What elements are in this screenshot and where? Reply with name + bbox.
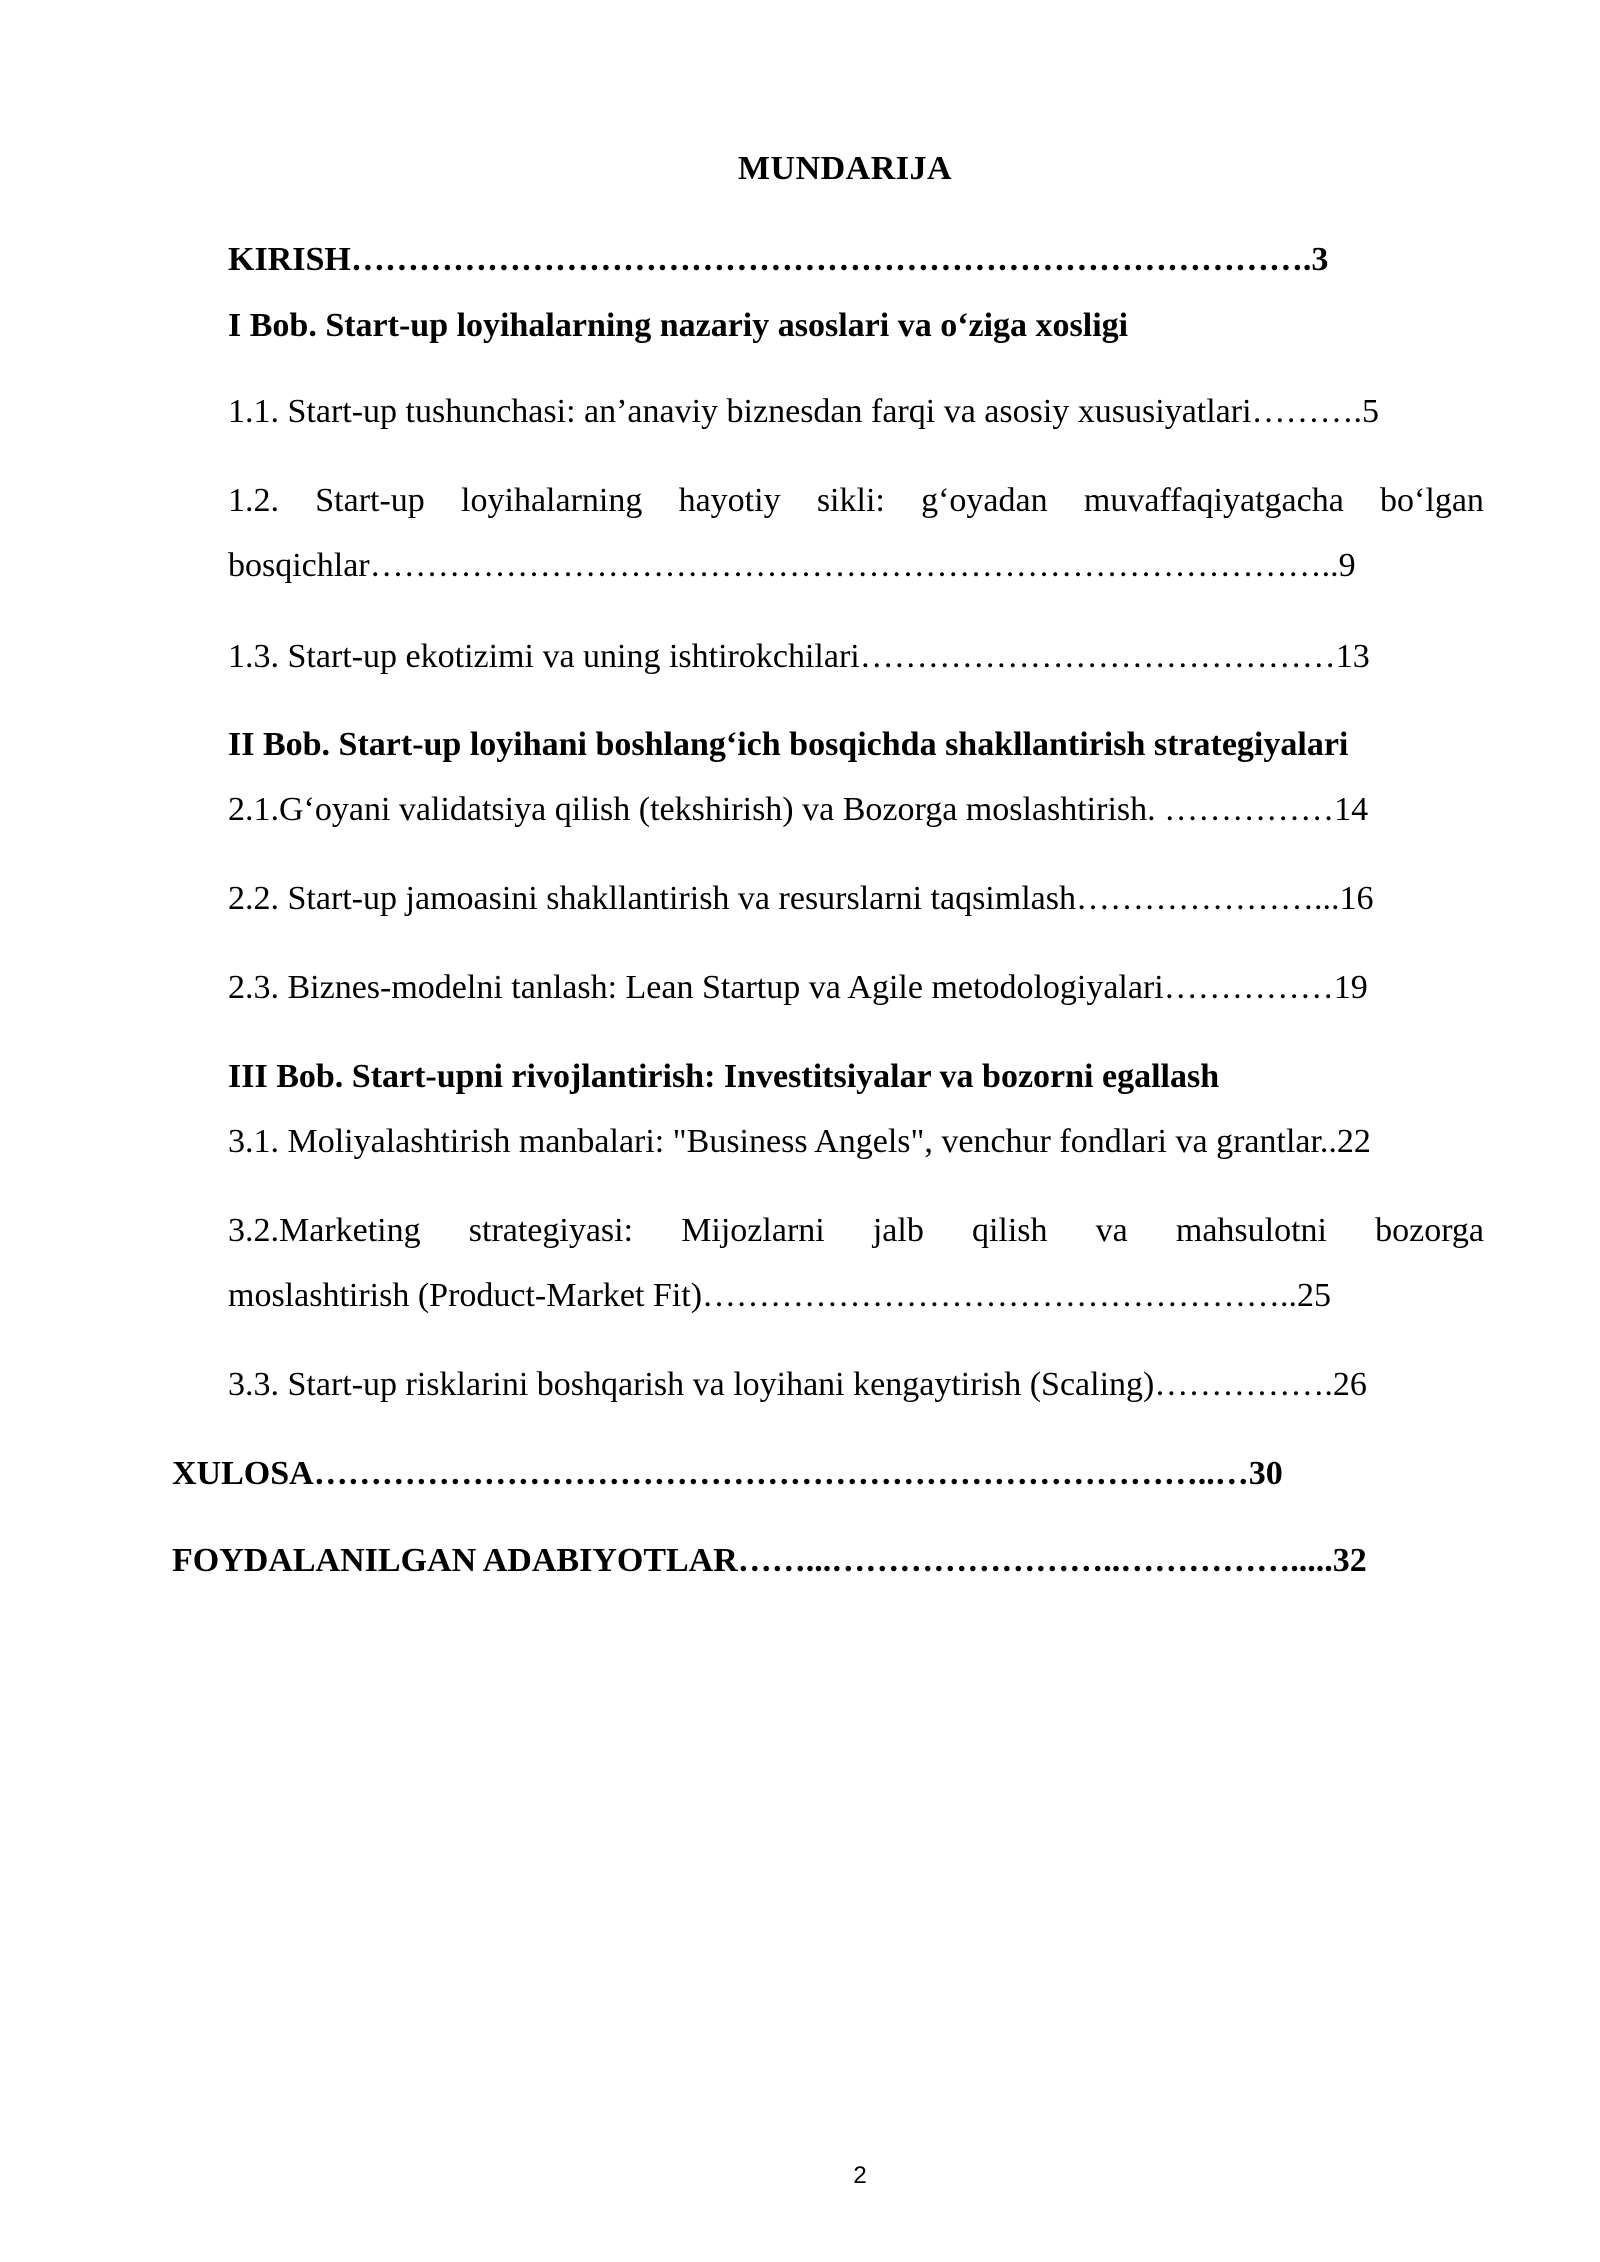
page-title: MUNDARIJA bbox=[737, 150, 953, 187]
toc-entry-adabiyotlar: FOYDALANILGAN ADABIYOTLAR……...……………………..…………….....32 bbox=[172, 1542, 1367, 1579]
toc-entry-2-1: 2.1.Gʻoyani validatsiya qilish (tekshirish) va Bozorga moslashtirish. ……………14 bbox=[228, 791, 1369, 828]
word: mahsulotni bbox=[1175, 1212, 1327, 1249]
word: strategiyasi: bbox=[468, 1212, 634, 1249]
word: Mijozlarni bbox=[681, 1212, 825, 1249]
word: loyihalarning bbox=[461, 482, 643, 519]
toc-entry-1-2-line1 bbox=[228, 481, 1484, 521]
word: va bbox=[1095, 1212, 1128, 1249]
toc-entry-2-3: 2.3. Biznes-modelni tanlash: Lean Startup va Agile metodologiyalari……………19 bbox=[228, 969, 1368, 1006]
toc-entry-3-3: 3.3. Start-up risklarini boshqarish va loyihani kengaytirish (Scaling)…………….26 bbox=[228, 1366, 1367, 1403]
toc-chapter-3: III Bob. Start-upni rivojlantirish: Investitsiyalar va bozorni egallash bbox=[228, 1058, 1220, 1095]
word: 3.2.Marketing bbox=[228, 1212, 421, 1249]
toc-entry-2-2: 2.2. Start-up jamoasini shakllantirish va resurslarni taqsimlash…………………...16 bbox=[228, 880, 1374, 917]
word: gʻoyadan bbox=[921, 482, 1048, 519]
toc-entry-1-2-line2: bosqichlar…………………………………………………………………………..9 bbox=[228, 547, 1356, 584]
toc-entry-3-1: 3.1. Moliyalashtirish manbalari: "Business Angels", venchur fondlari va grantlar..22 bbox=[228, 1123, 1371, 1160]
word: qilish bbox=[971, 1212, 1048, 1249]
word: muvaffaqiyatgacha bbox=[1083, 482, 1344, 519]
toc-chapter-2: II Bob. Start-up loyihani boshlangʻich bosqichda shakllantirish strategiyalari bbox=[228, 726, 1349, 763]
toc-entry-xulosa: XULOSA……………………………………………………………………..…30 bbox=[172, 1455, 1283, 1492]
word: jalb bbox=[872, 1212, 924, 1249]
word: 1.2. bbox=[228, 482, 279, 519]
toc-entry-1-1: 1.1. Start-up tushunchasi: an’anaviy biznesdan farqi va asosiy xususiyatlari……….5 bbox=[228, 393, 1380, 430]
toc-entry-1-3: 1.3. Start-up ekotizimi va uning ishtirokchilari……………………………………13 bbox=[228, 638, 1370, 675]
word: hayotiy bbox=[678, 482, 781, 519]
word: bozorga bbox=[1375, 1212, 1484, 1249]
word: sikli: bbox=[816, 482, 885, 519]
toc-entry-kirish: KIRISH………………………………………………………………………….3 bbox=[228, 241, 1329, 278]
word: boʻlgan bbox=[1380, 482, 1484, 519]
word: Start-up bbox=[315, 482, 425, 519]
toc-entry-3-2-line2: moslashtirish (Product-Market Fit)……………………………………………..25 bbox=[228, 1277, 1332, 1314]
page-number: 2 bbox=[853, 2162, 867, 2189]
toc-chapter-1: I Bob. Start-up loyihalarning nazariy asoslari va oʻziga xosligi bbox=[228, 307, 1129, 344]
toc-entry-3-2-line1 bbox=[228, 1211, 1484, 1251]
